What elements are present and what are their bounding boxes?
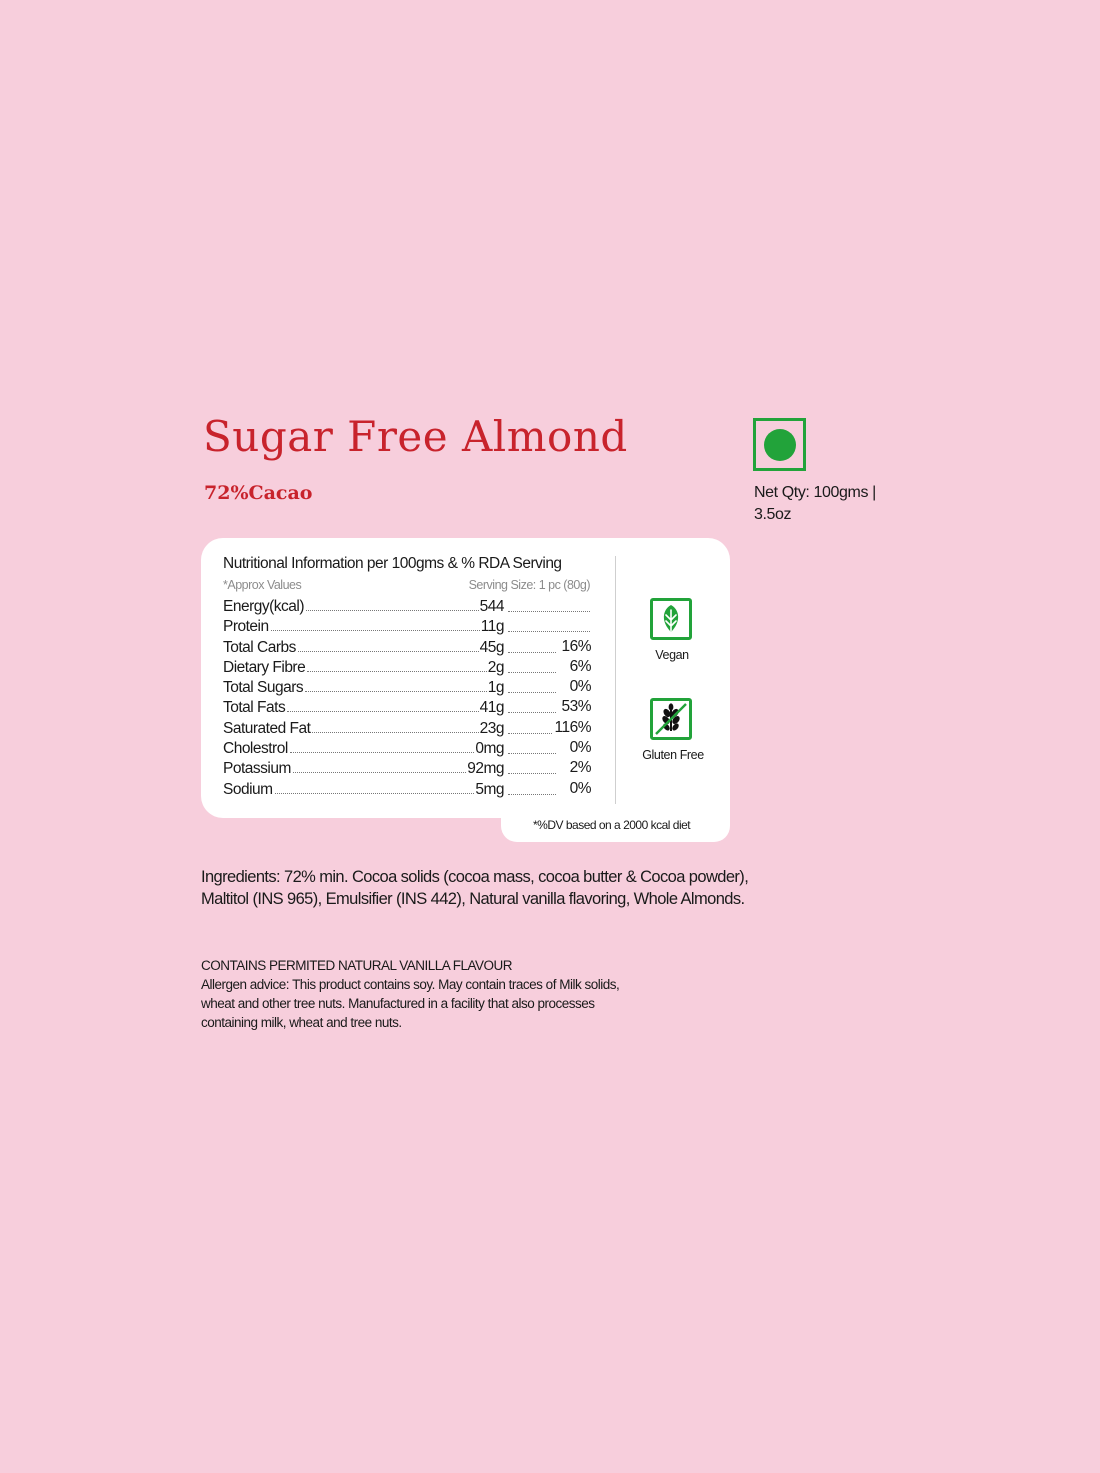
ingredients [201, 866, 801, 910]
nutrient-amount: 23g [479, 719, 504, 737]
nutrition-row [223, 657, 591, 677]
nutrient-amount: 11g [480, 618, 504, 636]
nutrient-name: Total Sugars [223, 679, 304, 697]
nutrient-amount: 45g [479, 638, 504, 656]
nutrient-name: Potassium [223, 760, 291, 778]
ingredients-line1: 72% min. Cocoa solids (cocoa mass, cocoa butter & Cocoa powder), [280, 868, 749, 886]
nutrient-pct: 0% [569, 678, 591, 696]
ingredients-line2: Maltitol (INS 965), Emulsifier (INS 442), Natural vanilla flavoring, Whole Almonds. [201, 890, 745, 908]
nutrition-table [223, 596, 591, 799]
nutrient-name: Total Carbs [223, 638, 296, 656]
nutrient-pct: 6% [569, 657, 591, 675]
nutrition-row [223, 637, 591, 657]
nutrient-amount: 1g [487, 679, 504, 697]
serving-size: Serving Size: 1 pc (80g) [468, 578, 590, 592]
leaf-icon [650, 598, 692, 640]
crossed-wheat-icon [650, 698, 692, 740]
nutrient-name: Protein [223, 618, 269, 636]
net-quantity [754, 482, 904, 526]
allergen-line3: wheat and other tree nuts. Manufactured in a facility that also processes [201, 996, 595, 1011]
nutrient-name: Sodium [223, 780, 273, 798]
nutrient-amount: 5mg [475, 780, 504, 798]
gluten-free-label: Gluten Free [642, 748, 704, 762]
nutrient-amount: 41g [479, 699, 504, 717]
nutrient-pct: 116% [554, 718, 591, 736]
allergen-advice [201, 956, 721, 1032]
net-qty-line1: Net Qty: 100gms | [754, 484, 876, 501]
nutrition-row [223, 616, 591, 636]
nutrient-pct: 53% [561, 698, 591, 716]
nutrient-amount: 544 [479, 598, 504, 615]
nutrition-row [223, 596, 591, 616]
nutrient-amount: 92mg [467, 760, 504, 778]
nutrient-name: Total Fats [223, 699, 286, 717]
nutrient-name: Dietary Fibre [223, 658, 306, 676]
product-subtitle: 72%Cacao [204, 482, 313, 504]
nutrition-row [223, 738, 591, 758]
nutrient-pct: 0% [569, 779, 591, 797]
dv-note: *%DV based on a 2000 kcal diet [533, 818, 691, 832]
nutrition-heading: Nutritional Information per 100gms & % RDA Serving [223, 555, 562, 572]
nutrition-row [223, 758, 591, 778]
card-divider [615, 556, 616, 804]
nutrient-name: Saturated Fat [223, 719, 311, 737]
nutrient-name: Cholestrol [223, 740, 288, 758]
nutrition-row [223, 779, 591, 799]
veg-symbol-icon [753, 418, 806, 471]
nutrient-name: Energy(kcal) [223, 598, 304, 615]
product-title: Sugar Free Almond [203, 412, 628, 461]
vegan-label: Vegan [655, 648, 689, 662]
nutrient-pct: 0% [569, 739, 591, 757]
nutrition-row [223, 697, 591, 717]
nutrition-row [223, 677, 591, 697]
allergen-line2: Allergen advice: This product contains soy. May contain traces of Milk solids, [201, 977, 620, 992]
nutrient-pct: 16% [561, 637, 591, 655]
approx-note: *Approx Values [223, 578, 302, 592]
nutrient-amount: 0mg [475, 740, 504, 758]
nutrient-pct: 2% [569, 759, 591, 777]
net-qty-line2: 3.5oz [754, 506, 792, 523]
allergen-line4: containing milk, wheat and tree nuts. [201, 1015, 402, 1030]
ingredients-label: Ingredients: [201, 868, 281, 886]
nutrient-amount: 2g [487, 658, 504, 676]
allergen-line1: CONTAINS PERMITED NATURAL VANILLA FLAVOUR [201, 958, 513, 973]
nutrition-row [223, 718, 591, 738]
